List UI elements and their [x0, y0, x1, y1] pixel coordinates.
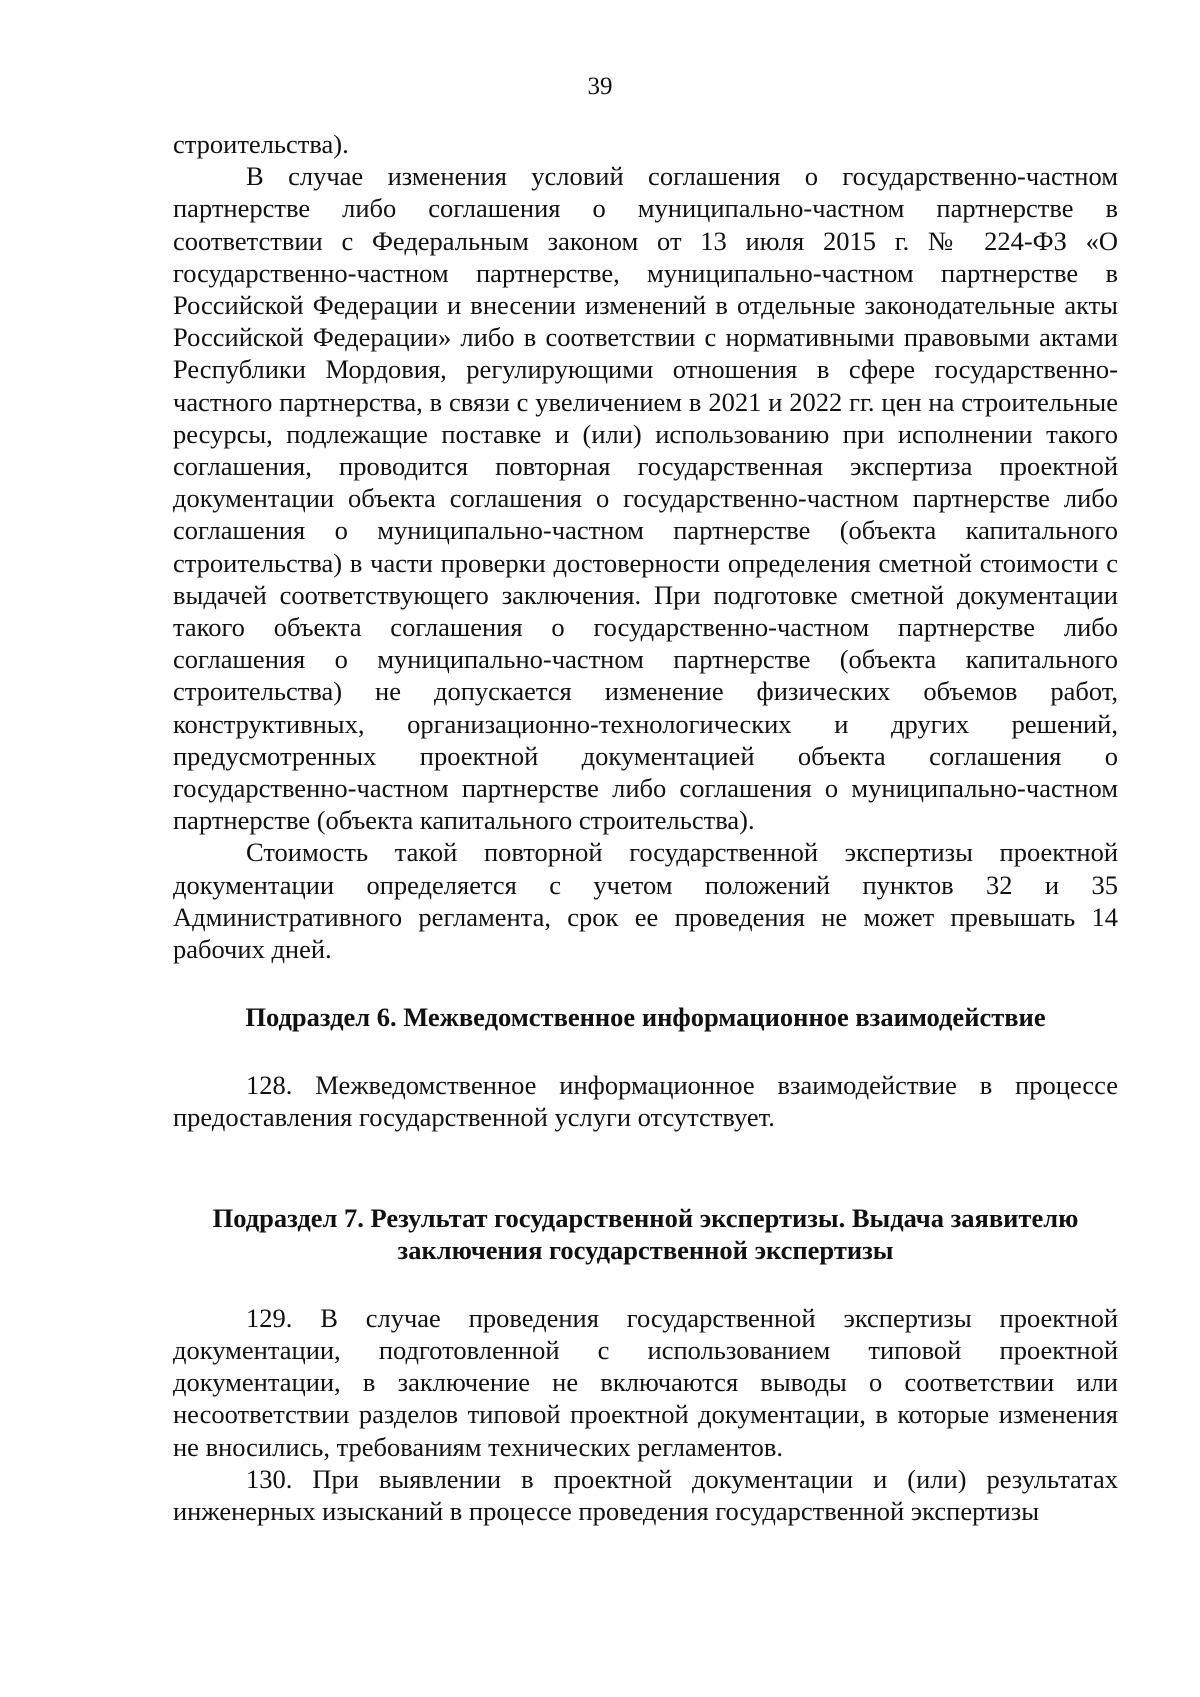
paragraph-128: 128. Межведомственное информационное взаимодействие в процессе предоставления государственной услуги отсутствует.: [173, 1070, 1118, 1133]
heading-subsection-6: Подраздел 6. Межведомственное информационное взаимодействие: [245, 1002, 1046, 1033]
heading-subsection-7-line-2: заключения государственной экспертизы: [397, 1234, 894, 1265]
heading-subsection-7: [173, 1202, 1118, 1266]
heading-subsection-7-line-1: Подраздел 7. Результат государственной экспертизы. Выдача заявителю: [212, 1202, 1079, 1233]
paragraph-129: 129. В случае проведения государственной экспертизы проектной документации, подготовленной с использованием типовой проектной документации, в заключение не включаются выводы о соответствии или несоответствии разделов типовой проектной документации, в которые изменения не вносились, требованиям технических регламентов.: [173, 1302, 1118, 1462]
paragraph-130: 130. При выявлении в проектной документации и (или) результатах инженерных изысканий в процессе проведения государственной экспертизы: [173, 1463, 1118, 1526]
paragraph-ppp-change: В случае изменения условий соглашения о государственно-частном партнерстве либо соглашения о муниципально-частном партнерстве в соответствии с Федеральным законом от 13 июля 2015 г. № 224-ФЗ «О государственно-частном партнерстве, муниципально-частном партнерстве в Российской Федерации и внесении изменений в отдельные законодательные акты Российской Федерации» либо в соответствии с нормативными правовыми актами Республики Мордовия, регулирующими отношения в сфере государственно-частного партнерства, в связи с увеличением в 2021 и 2022 гг. цен на строительные ресурсы, подлежащие поставке и (или) использованию при исполнении такого соглашения, проводится повторная государственная экспертиза проектной документации объекта соглашения о государственно-частном партнерстве либо соглашения о муниципально-частном партнерстве (объекта капитального строительства) в части проверки достоверности определения сметной стоимости с выдачей соответствующего заключения. При подготовке сметной документации такого объекта соглашения о государственно-частном партнерстве либо соглашения о муниципально-частном партнерстве (объекта капитального строительства) не допускается изменение физических объемов работ, конструктивных, организационно-технологических и других решений, предусмотренных проектной документацией объекта соглашения о государственно-частном партнерстве либо соглашения о муниципально-частном партнерстве (объекта капитального строительства).: [173, 161, 1118, 836]
paragraph-continuation: строительства).: [173, 129, 349, 159]
document-body: [173, 128, 1118, 1527]
paragraph-cost: Стоимость такой повторной государственной экспертизы проектной документации определяется с учетом положений пунктов 32 и 35 Административного регламента, срок ее проведения не может превышать 14 рабочих дней.: [173, 837, 1118, 965]
page-number: 39: [587, 73, 613, 100]
